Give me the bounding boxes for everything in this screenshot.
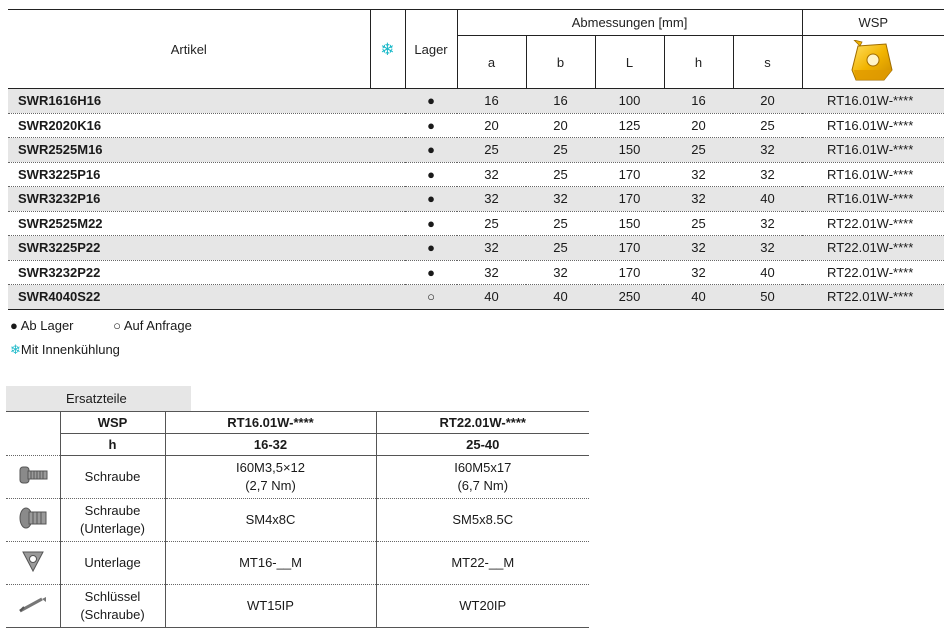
blank-cell	[6, 434, 60, 456]
cell-h: 32	[664, 187, 733, 212]
cell-b: 20	[526, 113, 595, 138]
cell-wsp: RT22.01W-****	[802, 211, 944, 236]
cell-b: 32	[526, 260, 595, 285]
h-label: h	[60, 434, 165, 456]
table-row	[8, 89, 944, 114]
cell-a: 25	[457, 138, 526, 163]
cell-artikel: SWR4040S22	[8, 285, 370, 310]
cooling-header	[370, 10, 405, 89]
cell-artikel: SWR3225P16	[8, 162, 370, 187]
cell-wsp: RT22.01W-****	[802, 260, 944, 285]
part-name: Schraube (Unterlage)	[60, 499, 165, 542]
part-name: Unterlage	[60, 542, 165, 585]
cell-wsp: RT22.01W-****	[802, 285, 944, 310]
cell-a: 32	[457, 260, 526, 285]
part-rt16: MT16-__M	[165, 542, 376, 585]
legend-ab-lager: ● Ab Lager	[10, 318, 74, 333]
cell-artikel: SWR3225P22	[8, 236, 370, 261]
cell-cooling	[370, 260, 405, 285]
cell-cooling	[370, 138, 405, 163]
spare-parts-title: Ersatzteile	[6, 386, 191, 411]
blank-cell	[6, 412, 60, 434]
cell-s: 50	[733, 285, 802, 310]
spare-part-row	[6, 542, 589, 585]
spare-part-row	[6, 585, 589, 628]
cell-cooling	[370, 285, 405, 310]
yellow-thread-insert-icon	[848, 40, 898, 84]
col-h-header: h	[664, 36, 733, 89]
legend-innenkuehlung: Mit Innenkühlung	[20, 342, 120, 357]
part-name: Schraube	[60, 456, 165, 499]
col-s-header: s	[733, 36, 802, 89]
legend-stock	[10, 318, 228, 333]
legend-auf-anfrage: ○ Auf Anfrage	[113, 318, 192, 333]
table-row	[8, 113, 944, 138]
lager-header: Lager	[405, 10, 457, 89]
cell-L: 170	[595, 260, 664, 285]
cell-h: 25	[664, 138, 733, 163]
cell-s: 20	[733, 89, 802, 114]
cell-a: 32	[457, 187, 526, 212]
cell-L: 170	[595, 187, 664, 212]
cell-L: 100	[595, 89, 664, 114]
table-row	[8, 260, 944, 285]
cell-lager: ●	[405, 236, 457, 261]
table-row	[8, 187, 944, 212]
cell-lager: ○	[405, 285, 457, 310]
cell-h: 32	[664, 162, 733, 187]
part-image-cell	[6, 542, 60, 585]
h-range-rt16: 16-32	[165, 434, 376, 456]
cell-h: 32	[664, 236, 733, 261]
cell-s: 32	[733, 162, 802, 187]
cell-a: 16	[457, 89, 526, 114]
key-icon	[16, 593, 50, 620]
cell-cooling	[370, 187, 405, 212]
cell-a: 25	[457, 211, 526, 236]
cell-lager: ●	[405, 113, 457, 138]
spare-part-row	[6, 456, 589, 499]
cell-lager: ●	[405, 138, 457, 163]
cell-lager: ●	[405, 162, 457, 187]
cell-b: 40	[526, 285, 595, 310]
table-row	[8, 162, 944, 187]
cell-s: 25	[733, 113, 802, 138]
cell-artikel: SWR2525M22	[8, 211, 370, 236]
col-a-header: a	[457, 36, 526, 89]
col-b-header: b	[526, 36, 595, 89]
artikel-header: Artikel	[8, 10, 370, 89]
snowflake-icon: ❄	[380, 39, 395, 59]
cell-L: 150	[595, 211, 664, 236]
cell-wsp: RT16.01W-****	[802, 113, 944, 138]
snowflake-icon: ❄	[10, 342, 21, 357]
cell-s: 40	[733, 260, 802, 285]
part-rt16: WT15IP	[165, 585, 376, 628]
wsp-rt22: RT22.01W-****	[376, 412, 589, 434]
spare-parts-table	[6, 411, 589, 628]
cell-a: 32	[457, 236, 526, 261]
part-rt22: SM5x8.5C	[376, 499, 589, 542]
cell-s: 32	[733, 236, 802, 261]
cell-artikel: SWR1616H16	[8, 89, 370, 114]
cell-a: 20	[457, 113, 526, 138]
part-rt22: MT22-__M	[376, 542, 589, 585]
cell-artikel: SWR2020K16	[8, 113, 370, 138]
cell-wsp: RT16.01W-****	[802, 138, 944, 163]
cell-h: 16	[664, 89, 733, 114]
wsp-label: WSP	[60, 412, 165, 434]
cell-b: 25	[526, 138, 595, 163]
cell-wsp: RT22.01W-****	[802, 236, 944, 261]
part-name: Schlüssel (Schraube)	[60, 585, 165, 628]
cell-L: 170	[595, 162, 664, 187]
cell-L: 125	[595, 113, 664, 138]
part-image-cell	[6, 456, 60, 499]
cell-wsp: RT16.01W-****	[802, 162, 944, 187]
screw-icon	[16, 464, 50, 491]
dimensions-header: Abmessungen [mm]	[457, 10, 802, 36]
cell-h: 40	[664, 285, 733, 310]
col-L-header: L	[595, 36, 664, 89]
cell-a: 40	[457, 285, 526, 310]
table-row	[8, 285, 944, 310]
cell-wsp: RT16.01W-****	[802, 89, 944, 114]
table-row	[8, 236, 944, 261]
cell-lager: ●	[405, 187, 457, 212]
cell-b: 25	[526, 211, 595, 236]
cell-cooling	[370, 162, 405, 187]
cell-artikel: SWR3232P16	[8, 187, 370, 212]
wsp-header: WSP	[802, 10, 944, 36]
cell-b: 32	[526, 187, 595, 212]
part-image-cell	[6, 585, 60, 628]
shim-screw-icon	[16, 505, 50, 536]
table-row	[8, 211, 944, 236]
cell-s: 32	[733, 211, 802, 236]
cell-cooling	[370, 89, 405, 114]
cell-b: 25	[526, 162, 595, 187]
cell-h: 20	[664, 113, 733, 138]
part-rt22: WT20IP	[376, 585, 589, 628]
tool-holder-table	[8, 9, 944, 310]
part-image-cell	[6, 499, 60, 542]
cell-artikel: SWR2525M16	[8, 138, 370, 163]
table-row	[8, 138, 944, 163]
cell-artikel: SWR3232P22	[8, 260, 370, 285]
shim-icon	[18, 548, 48, 579]
cell-L: 150	[595, 138, 664, 163]
cell-lager: ●	[405, 211, 457, 236]
cell-lager: ●	[405, 89, 457, 114]
part-rt16: I60M3,5×12 (2,7 Nm)	[165, 456, 376, 499]
cell-cooling	[370, 113, 405, 138]
cell-s: 32	[733, 138, 802, 163]
cell-L: 170	[595, 236, 664, 261]
cell-b: 25	[526, 236, 595, 261]
h-range-rt22: 25-40	[376, 434, 589, 456]
cell-cooling	[370, 211, 405, 236]
cell-h: 32	[664, 260, 733, 285]
cell-lager: ●	[405, 260, 457, 285]
wsp-rt16: RT16.01W-****	[165, 412, 376, 434]
cell-b: 16	[526, 89, 595, 114]
cell-h: 25	[664, 211, 733, 236]
cell-a: 32	[457, 162, 526, 187]
legend-cooling	[10, 342, 120, 357]
cell-cooling	[370, 236, 405, 261]
cell-L: 250	[595, 285, 664, 310]
spare-part-row	[6, 499, 589, 542]
cell-wsp: RT16.01W-****	[802, 187, 944, 212]
part-rt16: SM4x8C	[165, 499, 376, 542]
cell-s: 40	[733, 187, 802, 212]
wsp-insert-image	[802, 36, 944, 89]
part-rt22: I60M5x17 (6,7 Nm)	[376, 456, 589, 499]
